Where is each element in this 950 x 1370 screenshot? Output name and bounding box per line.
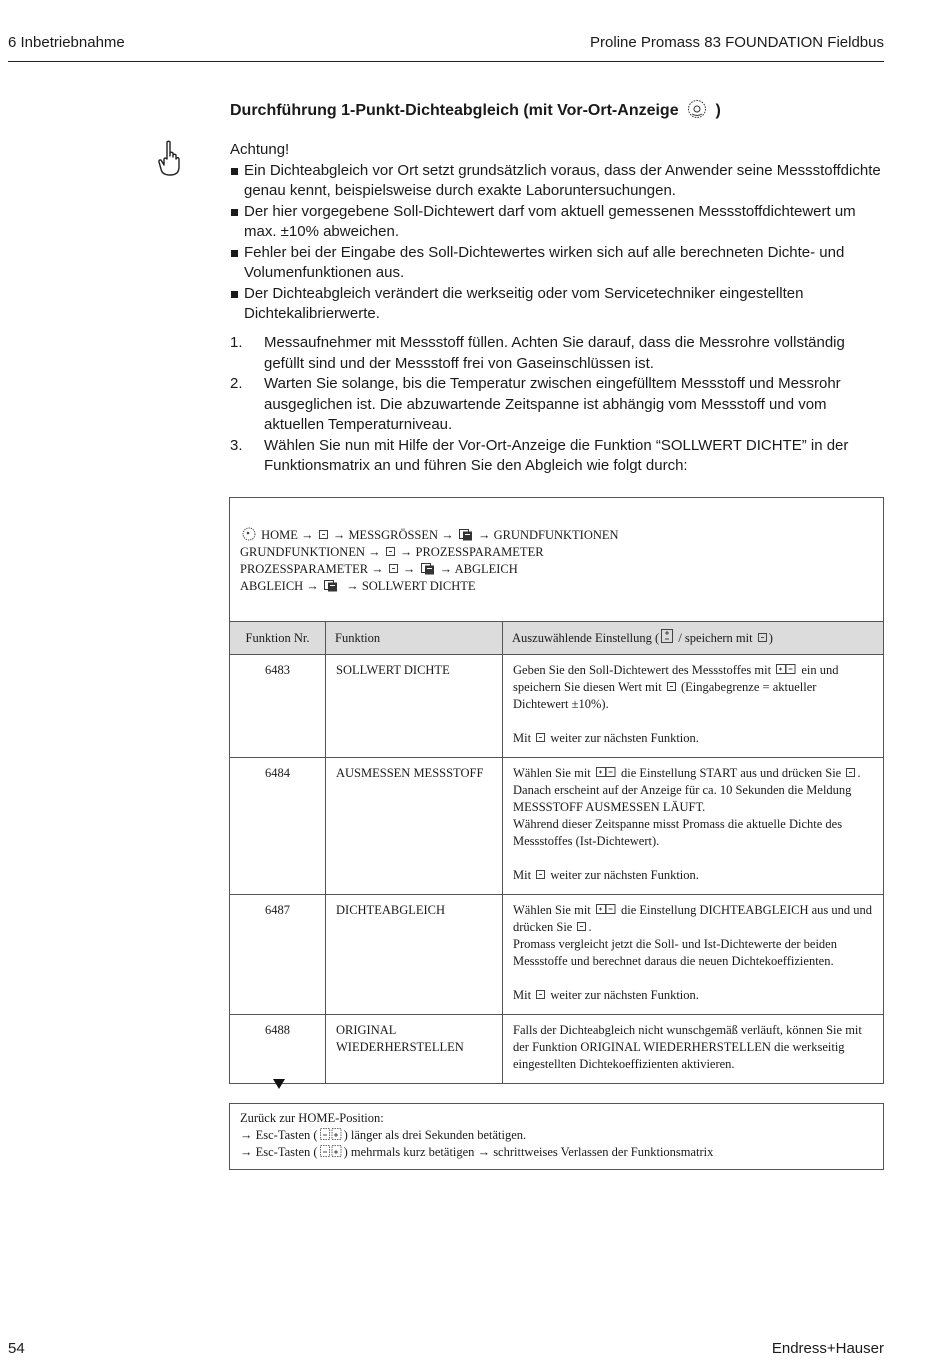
home-return-title: Zurück zur HOME-Position: (240, 1111, 384, 1125)
select-keys-icon (324, 580, 338, 592)
nav-grundfunktionen: GRUNDFUNKTIONEN (493, 528, 619, 542)
enter-key-icon (667, 682, 676, 691)
next-function-note (513, 730, 874, 747)
desc-text: Geben Sie den Soll-Dichtewert des Messstoffes mit (513, 663, 772, 677)
function-description (503, 655, 884, 758)
step-number: 2. (230, 375, 243, 392)
nav-arrow: → (439, 562, 453, 576)
step-text: Wählen Sie nun mit Hilfe der Vor-Ort-Anzeige die Funktion “SOLLWERT DICHTE” in der Funktionsmatrix an und führen Sie den Abgleich wie folgt durch: (264, 436, 849, 474)
plus-minus-keys-icon (596, 767, 616, 778)
caution-bullet: Fehler bei der Eingabe des Soll-Dichtewertes wirken sich auf alle berechneten Dichte- und Volumenfunktionen aus. (230, 243, 886, 284)
page-header (8, 34, 884, 62)
desc-text: Mit (513, 988, 532, 1002)
function-name: SOLLWERT DICHTE (326, 655, 503, 758)
function-name: DICHTEABGLEICH (326, 895, 503, 1015)
table-row (230, 758, 884, 895)
next-function-note (513, 987, 874, 1004)
home-text: ) mehrmals kurz betätigen (343, 1145, 475, 1159)
desc-text: . (588, 920, 592, 934)
step-text: Messaufnehmer mit Messstoff füllen. Achten Sie darauf, dass die Messrohre vollständig gefüllt sind und der Messstoff frei von Gaseinschlüssen ist. (264, 334, 845, 372)
enter-key-icon (846, 768, 855, 777)
step-number: 3. (230, 436, 243, 454)
section-title-text: Durchführung 1-Punkt-Dichteabgleich (mit Vor-Ort-Anzeige (230, 102, 679, 119)
plus-minus-keys-icon (596, 904, 616, 915)
nav-arrow: → (371, 562, 384, 576)
nav-arrow: → (399, 545, 413, 559)
desc-text: weiter zur nächsten Funktion. (550, 868, 699, 882)
step-number: 1. (230, 334, 243, 351)
nav-prozessparameter: PROZESSPARAMETER (240, 562, 369, 576)
function-number: 6484 (230, 758, 326, 895)
enter-key-icon (389, 564, 398, 573)
enter-key-icon (758, 633, 767, 642)
function-number: 6483 (230, 655, 326, 758)
home-text: schrittweises Verlassen der Funktionsmatrix (493, 1145, 714, 1159)
nav-sollwert-dichte: SOLLWERT DICHTE (361, 579, 476, 593)
desc-text: weiter zur nächsten Funktion. (550, 988, 699, 1002)
function-name-line: WIEDERHERSTELLEN (336, 1040, 464, 1054)
col-header-einstellung (503, 622, 884, 655)
header-text: ) (768, 631, 773, 645)
nav-arrow: → (301, 528, 314, 542)
navigation-path (230, 498, 884, 622)
function-name-line: ORIGINAL (336, 1023, 397, 1037)
nav-arrow: → (346, 579, 359, 593)
enter-key-icon (577, 922, 586, 931)
nav-home: HOME (261, 528, 298, 542)
enter-key-icon (536, 990, 545, 999)
nav-arrow: → (240, 1128, 253, 1142)
desc-text: die Einstellung START aus und drücken Sie (621, 766, 842, 780)
esc-keys-icon (320, 1128, 342, 1140)
nav-arrow: → (332, 528, 346, 542)
caution-block (230, 140, 886, 325)
nav-abgleich: ABGLEICH (240, 579, 304, 593)
esc-keys-icon (320, 1145, 342, 1157)
nav-arrow: → (477, 528, 491, 542)
nav-arrow: → (240, 1145, 253, 1159)
chapter-title: 6 Inbetriebnahme (8, 34, 125, 51)
nav-prozessparameter: PROZESSPARAMETER (415, 545, 544, 559)
col-header-funktion: Funktion (326, 622, 503, 655)
caution-bullet: Der Dichteabgleich verändert die werkseitig oder vom Servicetechniker eingestellten Dichtekalibrierwerte. (230, 284, 886, 325)
desc-text: Mit (513, 868, 532, 882)
nav-arrow: → (306, 579, 319, 593)
desc-text: . Danach erscheint auf der Anzeige für ca. 10 Sekunden die Meldung MESSSTOFF AUSMESSEN LÄUFT. (513, 766, 861, 814)
caution-bullet: Der hier vorgegebene Soll-Dichtewert darf vom aktuell gemessenen Messstoffdichtewert um max. ±10% abweichen. (230, 202, 886, 243)
header-text: / speichern mit (675, 631, 753, 645)
nav-arrow: → (477, 1145, 491, 1159)
desc-text: (Eingabegrenze = aktueller Dichtewert ±10%). (513, 680, 817, 711)
section-title-close: ) (715, 102, 721, 119)
nav-abgleich: ABGLEICH (454, 562, 518, 576)
nav-line (240, 544, 874, 561)
nav-arrow: → (368, 545, 381, 559)
plus-minus-keys-icon (661, 629, 673, 643)
caution-list (230, 161, 886, 325)
desc-text: Falls der Dichteabgleich nicht wunschgemäß verläuft, können Sie mit der Funktion ORIGINAL WIEDERHERSTELLEN die werkseitig eingestellten Dichtekoeffizienten aktivieren. (513, 1023, 862, 1071)
col-header-nr: Funktion Nr. (230, 622, 326, 655)
nav-line (240, 578, 874, 595)
home-text: ) länger als drei Sekunden betätigen. (343, 1128, 527, 1142)
desc-text: Wählen Sie mit (513, 903, 591, 917)
table-row (230, 1015, 884, 1084)
function-description (503, 895, 884, 1015)
function-description (503, 1015, 884, 1084)
table-row (230, 655, 884, 758)
function-number: 6488 (230, 1015, 326, 1084)
navigation-row (230, 498, 884, 622)
step-item (230, 436, 886, 477)
desc-text: Während dieser Zeitspanne misst Promass die aktuelle Dichte des Messstoffes (Ist-Dichtewert). (513, 817, 843, 848)
nav-line (240, 561, 874, 578)
page-number: 54 (8, 1340, 25, 1357)
desc-text: Mit (513, 731, 532, 745)
function-matrix-table (229, 497, 884, 1084)
caution-label: Achtung! (230, 141, 290, 158)
local-display-icon (685, 99, 709, 119)
caution-bullet: Ein Dichteabgleich vor Ort setzt grundsätzlich voraus, dass der Anwender seine Messstoffdichte genau kennt, beispielsweise durch exakte Laboruntersuchungen. (230, 161, 886, 202)
nav-grundfunktionen: GRUNDFUNKTIONEN (240, 545, 365, 559)
header-text: Auszuwählende Einstellung ( (512, 631, 660, 645)
nav-line (240, 527, 874, 544)
desc-text: die Einstellung DICHTEABGLEICH aus und und drücken Sie (513, 903, 873, 934)
function-number: 6487 (230, 895, 326, 1015)
table-row (230, 895, 884, 1015)
desc-text: Wählen Sie mit (513, 766, 591, 780)
home-text: Esc-Tasten ( (255, 1128, 318, 1142)
function-name: AUSMESSEN MESSSTOFF (326, 758, 503, 895)
desc-text: weiter zur nächsten Funktion. (550, 731, 699, 745)
home-text: Esc-Tasten ( (255, 1145, 318, 1159)
home-return-line (240, 1144, 873, 1161)
step-item (230, 333, 886, 374)
step-item (230, 374, 886, 436)
function-name (326, 1015, 503, 1084)
section-title (230, 99, 721, 120)
plus-minus-keys-icon (776, 664, 796, 675)
nav-arrow: → (441, 528, 454, 542)
procedure-steps (230, 333, 886, 477)
display-dial-icon (242, 527, 256, 541)
nav-arrow: → (402, 562, 416, 576)
desc-text: Promass vergleicht jetzt die Soll- und Ist-Dichtewerte der beiden Messstoffe und berechnet daraus die neuen Dichtekoeffizienten. (513, 937, 837, 968)
down-arrow-icon (273, 1079, 285, 1089)
pointing-hand-icon (156, 140, 182, 178)
select-keys-icon (421, 563, 435, 575)
table-header-row (230, 622, 884, 655)
home-return-box (229, 1103, 884, 1170)
function-description (503, 758, 884, 895)
enter-key-icon (536, 870, 545, 879)
brand-name: Endress+Hauser (771, 1340, 884, 1357)
enter-key-icon (319, 530, 328, 539)
step-text: Warten Sie solange, bis die Temperatur zwischen eingefülltem Messstoff und Messrohr ausgeglichen ist. Die abzuwartende Zeitspanne ist abhängig vom Messstoff und vom aktuellen Temperaturniveau. (264, 375, 841, 433)
home-return-line (240, 1127, 873, 1144)
enter-key-icon (386, 547, 395, 556)
nav-messgroessen: MESSGRÖSSEN (348, 528, 439, 542)
next-function-note (513, 867, 874, 884)
select-keys-icon (459, 529, 473, 541)
enter-key-icon (536, 733, 545, 742)
desc-text: ein und speichern Sie diesen Wert mit (513, 663, 839, 694)
product-title: Proline Promass 83 FOUNDATION Fieldbus (590, 34, 884, 51)
